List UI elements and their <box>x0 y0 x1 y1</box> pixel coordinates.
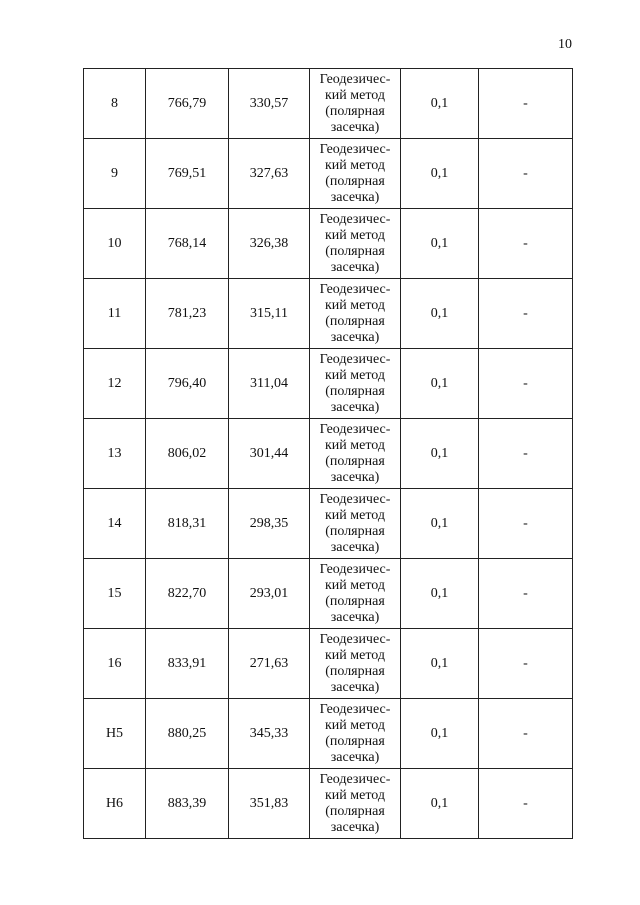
x-coordinate-cell: 833,91 <box>146 629 229 699</box>
method-text-line: (полярная <box>325 663 385 679</box>
method-text-line: (полярная <box>325 593 385 609</box>
point-number-cell: 10 <box>84 209 146 279</box>
method-text-line: Геодезичес- <box>319 491 391 507</box>
y-coordinate-cell: 293,01 <box>229 559 310 629</box>
method-text-line: засечка) <box>330 189 380 205</box>
note-cell: - <box>479 69 573 139</box>
x-coordinate-cell: 768,14 <box>146 209 229 279</box>
point-number-cell: 11 <box>84 279 146 349</box>
point-number-cell: 13 <box>84 419 146 489</box>
x-coordinate-cell: 781,23 <box>146 279 229 349</box>
method-cell <box>310 139 401 209</box>
method-text-line: (полярная <box>325 453 385 469</box>
method-text-line: Геодезичес- <box>319 141 391 157</box>
accuracy-cell: 0,1 <box>401 769 479 839</box>
method-cell <box>310 419 401 489</box>
method-text-line: засечка) <box>330 469 380 485</box>
table-row <box>84 769 573 839</box>
method-text-line: засечка) <box>330 749 380 765</box>
method-cell <box>310 629 401 699</box>
note-cell: - <box>479 489 573 559</box>
x-coordinate-cell: 806,02 <box>146 419 229 489</box>
point-number-cell: 12 <box>84 349 146 419</box>
table-row <box>84 699 573 769</box>
method-cell <box>310 69 401 139</box>
method-text-line: Геодезичес- <box>319 281 391 297</box>
method-cell <box>310 769 401 839</box>
method-text-line: засечка) <box>330 329 380 345</box>
note-cell: - <box>479 559 573 629</box>
method-text-line: засечка) <box>330 819 380 835</box>
point-number-cell: Н5 <box>84 699 146 769</box>
page-number: 10 <box>558 37 572 52</box>
table-row <box>84 209 573 279</box>
method-text-line: засечка) <box>330 259 380 275</box>
method-text-line: Геодезичес- <box>319 701 391 717</box>
y-coordinate-cell: 271,63 <box>229 629 310 699</box>
method-text-line: кий метод <box>324 577 385 593</box>
method-cell <box>310 699 401 769</box>
accuracy-cell: 0,1 <box>401 629 479 699</box>
x-coordinate-cell: 883,39 <box>146 769 229 839</box>
method-text-line: засечка) <box>330 539 380 555</box>
point-number-cell: Н6 <box>84 769 146 839</box>
y-coordinate-cell: 301,44 <box>229 419 310 489</box>
y-coordinate-cell: 327,63 <box>229 139 310 209</box>
method-text-line: кий метод <box>324 157 385 173</box>
method-text-line: Геодезичес- <box>319 421 391 437</box>
method-text-line: Геодезичес- <box>319 71 391 87</box>
accuracy-cell: 0,1 <box>401 209 479 279</box>
method-text-line: кий метод <box>324 787 385 803</box>
note-cell: - <box>479 349 573 419</box>
table-row <box>84 69 573 139</box>
y-coordinate-cell: 298,35 <box>229 489 310 559</box>
method-text-line: (полярная <box>325 383 385 399</box>
table-row <box>84 139 573 209</box>
accuracy-cell: 0,1 <box>401 489 479 559</box>
accuracy-cell: 0,1 <box>401 69 479 139</box>
note-cell: - <box>479 419 573 489</box>
x-coordinate-cell: 822,70 <box>146 559 229 629</box>
method-cell <box>310 279 401 349</box>
table-row <box>84 279 573 349</box>
table-row <box>84 349 573 419</box>
point-number-cell: 9 <box>84 139 146 209</box>
method-text-line: кий метод <box>324 87 385 103</box>
y-coordinate-cell: 315,11 <box>229 279 310 349</box>
y-coordinate-cell: 311,04 <box>229 349 310 419</box>
method-text-line: кий метод <box>324 227 385 243</box>
method-cell <box>310 209 401 279</box>
table-row <box>84 629 573 699</box>
table-row <box>84 489 573 559</box>
method-text-line: Геодезичес- <box>319 771 391 787</box>
table-body <box>84 69 573 839</box>
point-number-cell: 8 <box>84 69 146 139</box>
x-coordinate-cell: 818,31 <box>146 489 229 559</box>
note-cell: - <box>479 209 573 279</box>
method-cell <box>310 559 401 629</box>
method-text-line: Геодезичес- <box>319 561 391 577</box>
y-coordinate-cell: 326,38 <box>229 209 310 279</box>
method-text-line: (полярная <box>325 243 385 259</box>
method-text-line: засечка) <box>330 399 380 415</box>
y-coordinate-cell: 330,57 <box>229 69 310 139</box>
y-coordinate-cell: 351,83 <box>229 769 310 839</box>
accuracy-cell: 0,1 <box>401 279 479 349</box>
coordinates-table <box>83 68 573 839</box>
x-coordinate-cell: 796,40 <box>146 349 229 419</box>
accuracy-cell: 0,1 <box>401 139 479 209</box>
y-coordinate-cell: 345,33 <box>229 699 310 769</box>
method-text-line: кий метод <box>324 507 385 523</box>
method-cell <box>310 349 401 419</box>
note-cell: - <box>479 629 573 699</box>
point-number-cell: 14 <box>84 489 146 559</box>
method-text-line: (полярная <box>325 803 385 819</box>
accuracy-cell: 0,1 <box>401 699 479 769</box>
method-text-line: кий метод <box>324 437 385 453</box>
point-number-cell: 15 <box>84 559 146 629</box>
method-text-line: засечка) <box>330 679 380 695</box>
accuracy-cell: 0,1 <box>401 559 479 629</box>
method-text-line: кий метод <box>324 647 385 663</box>
method-text-line: Геодезичес- <box>319 631 391 647</box>
table-row <box>84 419 573 489</box>
method-text-line: (полярная <box>325 313 385 329</box>
method-text-line: (полярная <box>325 173 385 189</box>
method-text-line: кий метод <box>324 717 385 733</box>
point-number-cell: 16 <box>84 629 146 699</box>
x-coordinate-cell: 880,25 <box>146 699 229 769</box>
table-row <box>84 559 573 629</box>
method-text-line: засечка) <box>330 609 380 625</box>
method-text-line: (полярная <box>325 103 385 119</box>
method-text-line: (полярная <box>325 733 385 749</box>
note-cell: - <box>479 769 573 839</box>
method-text-line: (полярная <box>325 523 385 539</box>
method-text-line: кий метод <box>324 367 385 383</box>
accuracy-cell: 0,1 <box>401 419 479 489</box>
x-coordinate-cell: 766,79 <box>146 69 229 139</box>
method-text-line: кий метод <box>324 297 385 313</box>
method-cell <box>310 489 401 559</box>
note-cell: - <box>479 699 573 769</box>
note-cell: - <box>479 139 573 209</box>
accuracy-cell: 0,1 <box>401 349 479 419</box>
method-text-line: Геодезичес- <box>319 351 391 367</box>
note-cell: - <box>479 279 573 349</box>
method-text-line: засечка) <box>330 119 380 135</box>
method-text-line: Геодезичес- <box>319 211 391 227</box>
x-coordinate-cell: 769,51 <box>146 139 229 209</box>
